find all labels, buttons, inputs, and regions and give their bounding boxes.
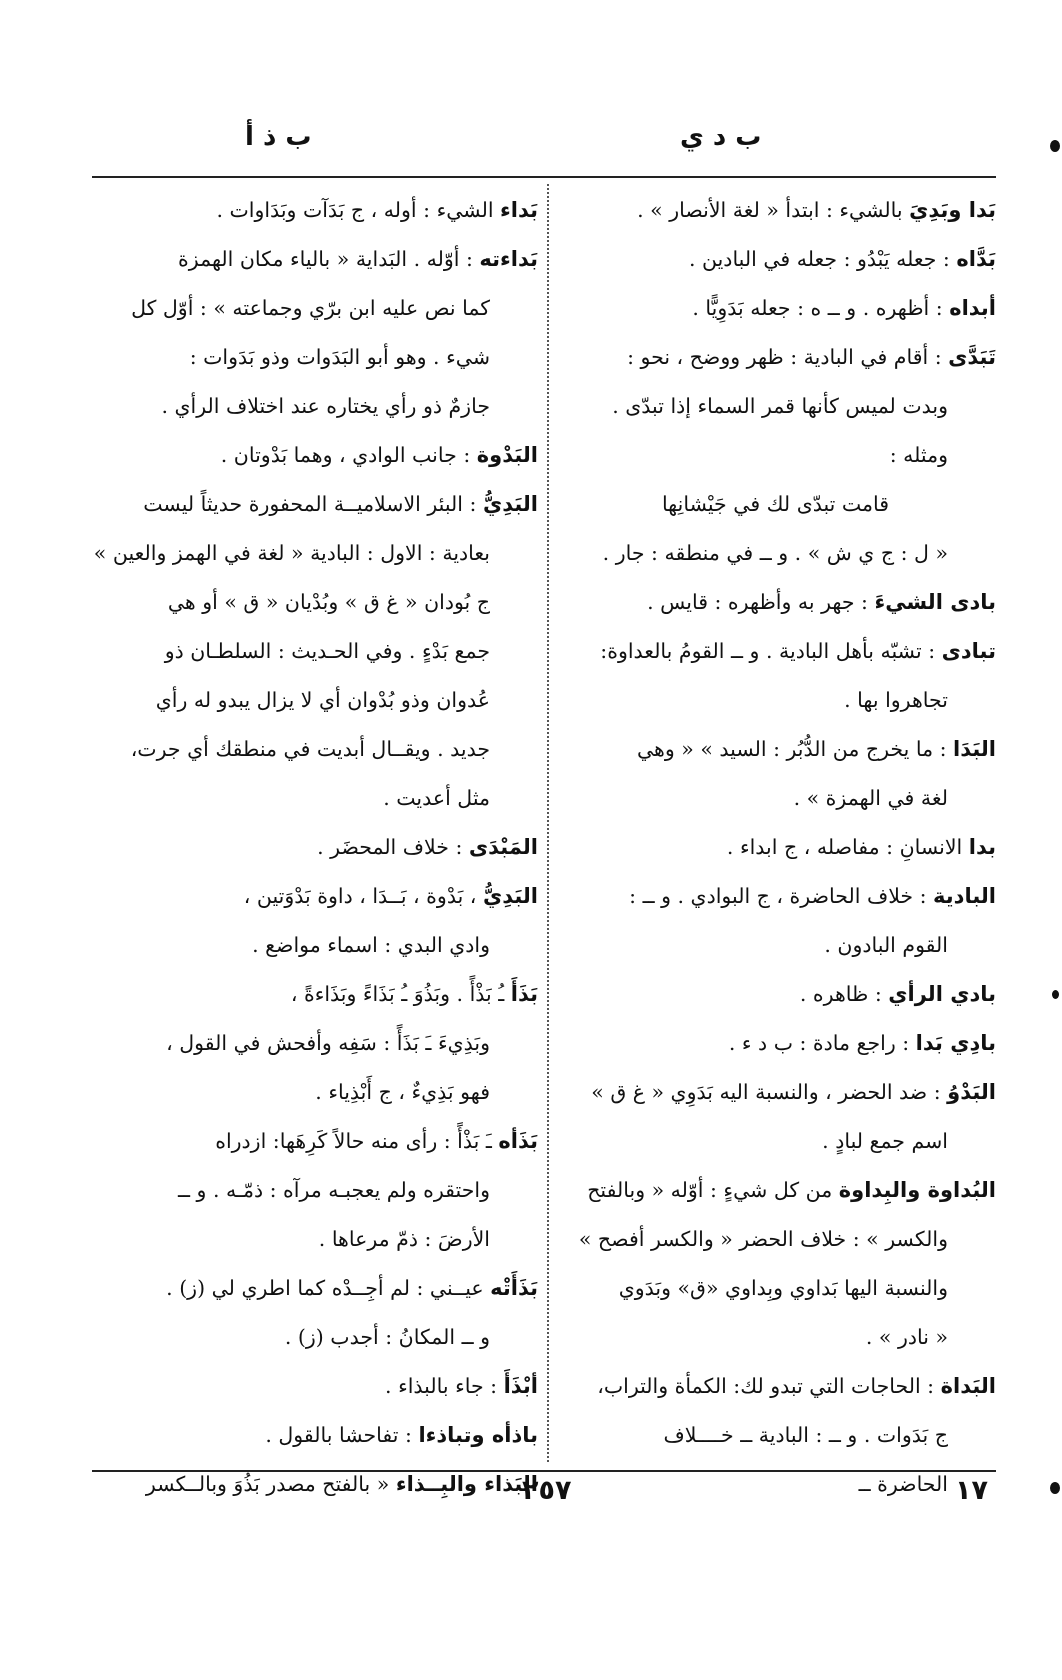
definition-text: من كل شيءٍ : أوّله « وبالفتح: [587, 1178, 839, 1202]
definition-text: جديد . ويقــال أبديت في منطقك أي جرت،: [130, 737, 490, 761]
headword: بَذَأَتْه: [490, 1276, 538, 1300]
entry-continuation: [82, 284, 538, 333]
definition-text: و ــ المكانُ : أجدب (ز) .: [284, 1325, 490, 1349]
definition-text: لغة في الهمزة » .: [793, 786, 948, 810]
entry-continuation: [82, 676, 538, 725]
dictionary-entry: [82, 823, 538, 872]
dictionary-entry: [82, 1460, 538, 1509]
entry-continuation: [82, 921, 538, 970]
entry-continuation: [555, 1313, 996, 1362]
definition-text: : الحاجات التي تبدو لك: الكمأة والتراب،: [597, 1374, 941, 1398]
entry-continuation: [555, 774, 996, 823]
definition-text: : راجع مادة : ب د ء .: [728, 1031, 916, 1055]
definition-text: : جاء بالبذاء .: [385, 1374, 504, 1398]
definition-text: وبدت لميس كأنها قمر السماء إذا تبدّى .: [612, 394, 948, 418]
headword: بدا: [968, 835, 996, 859]
definition-text: شيء . وهو أبو البَدَوات وذو بَدَوات :: [189, 345, 490, 369]
headword: البادية: [933, 884, 996, 908]
definition-text: جازمٌ ذو رأي يختاره عند اختلاف الرأي .: [161, 394, 490, 418]
entry-continuation: [82, 1215, 538, 1264]
dictionary-entry: [555, 1068, 996, 1117]
header-left-root: ب ذ أ: [245, 122, 312, 152]
definition-text: ـَ بَذْأً : رأى منه حالاً كَرِهَها: ازدراه: [215, 1129, 499, 1153]
definition-text: كما نص عليه ابن برّي وجماعته » : أوّل كل: [131, 296, 490, 320]
entry-continuation: [82, 529, 538, 578]
definition-text: « ل : ج ي ش » . و ــ في منطقه : جار .: [602, 541, 948, 565]
dictionary-entry: [555, 578, 996, 627]
dictionary-entry: [82, 235, 538, 284]
definition-text: القوم البادون .: [824, 933, 948, 957]
definition-text: : ظاهره .: [799, 982, 889, 1006]
headword: بَدَّاه: [956, 247, 996, 271]
entry-continuation: [82, 774, 538, 823]
headword: بَدا وبَدِيَ: [909, 198, 996, 222]
definition-text: بالشيء : ابتدأ « لغة الأنصار » .: [637, 198, 910, 222]
headword: بَذَأَ: [510, 982, 538, 1006]
definition-text: : ما يخرج من الدُّبُر : السيد » « وهي: [636, 737, 954, 761]
entry-continuation: [555, 431, 996, 480]
definition-text: : أوّله . البَداية « بالياء مكان الهمزة: [178, 247, 480, 271]
definition-text: والنسبة اليها بَداوي وبِداوي «ق» وبَدَوي: [618, 1276, 948, 1300]
headword: بَذَأه: [498, 1129, 538, 1153]
entry-continuation: [82, 725, 538, 774]
page-number-right: ١٧: [955, 1475, 988, 1506]
dictionary-entry: [82, 480, 538, 529]
headword: تبادى: [941, 639, 996, 663]
right-column: [555, 186, 996, 1509]
entry-continuation: [555, 1264, 996, 1313]
definition-text: : البئر الاسلاميــة المحفورة حديثاً ليست: [143, 492, 483, 516]
definition-text: اسم جمع لبادٍ .: [822, 1129, 948, 1153]
definition-text: ومثله :: [889, 443, 948, 467]
headword: بادى الشيءَ: [874, 590, 996, 614]
dictionary-entry: [82, 1264, 538, 1313]
dictionary-entry: [555, 627, 996, 676]
definition-text: : تفاحشا بالقول .: [265, 1423, 419, 1447]
headword: البَدْوة: [476, 443, 538, 467]
definition-text: الشيء : أوله ، ج بَدَآت وبَدَاوات .: [216, 198, 501, 222]
headword: البُداوة والبِداوة: [838, 1178, 996, 1202]
definition-text: عيــني : لم أجِــدْه كما اطري لي (ز) .: [166, 1276, 491, 1300]
dictionary-entry: [82, 1117, 538, 1166]
bottom-rule: [92, 1470, 996, 1472]
entry-continuation: [555, 921, 996, 970]
definition-text: : تشبّه بأهل البادية . و ــ القومُ بالعداوة:: [600, 639, 942, 663]
column-divider: [547, 184, 549, 1462]
definition-text: : جهر به وأظهره : قايس .: [647, 590, 875, 614]
entry-continuation: [555, 1117, 996, 1166]
definition-text: « نادر » .: [865, 1325, 948, 1349]
dictionary-entry: [555, 823, 996, 872]
left-column: [82, 186, 538, 1509]
dictionary-entry: [555, 235, 996, 284]
headword: تَبَدَّى: [948, 345, 996, 369]
headword: البَدِيُّ: [482, 492, 538, 516]
definition-text: واحتقره ولم يعجبـه مرآه : ذمّـه . و ــ: [178, 1178, 490, 1202]
definition-text: : ضد الحضر ، والنسبة اليه بَدَوِي « غ ق »: [591, 1080, 948, 1104]
dictionary-entry: [555, 872, 996, 921]
entry-continuation: [82, 382, 538, 431]
dictionary-entry: [555, 1166, 996, 1215]
headword: البَداة: [940, 1374, 996, 1398]
headword: أبْذَأَ: [503, 1374, 538, 1398]
headword: البَدَا: [953, 737, 996, 761]
headword: بادِي بَدا: [915, 1031, 996, 1055]
definition-text: الأرضَ : ذمّ مرعاها .: [318, 1227, 490, 1251]
dictionary-entry: [82, 970, 538, 1019]
scan-edge-mark: [1050, 1482, 1060, 1494]
scan-edge-mark: [1050, 140, 1060, 152]
dictionary-entry: [555, 186, 996, 235]
entry-continuation: [555, 529, 996, 578]
headword: المَبْدَى: [468, 835, 538, 859]
headword: البَدْوُ: [947, 1080, 996, 1104]
dictionary-entry: [555, 333, 996, 382]
headword: البَذاء والبِــذاء: [395, 1472, 538, 1496]
dictionary-entry: [82, 872, 538, 921]
definition-text: : أقام في البادية : ظهر ووضح ، نحو :: [627, 345, 949, 369]
definition-text: : جعله يَبْدُو : جعله في البادين .: [688, 247, 957, 271]
dictionary-entry: [82, 1362, 538, 1411]
page-number-left: ٢٥٧: [522, 1475, 572, 1506]
definition-text: وبَذِيءَ ـَ بَذَأً : سَفِه وأفحش في القول ،: [166, 1031, 490, 1055]
headword: بادي الرأي: [888, 982, 996, 1006]
entry-continuation: [555, 1411, 996, 1460]
dictionary-entry: [82, 1411, 538, 1460]
entry-continuation: [82, 1313, 538, 1362]
dictionary-entry: [555, 1019, 996, 1068]
scan-edge-mark: [1052, 990, 1059, 999]
definition-text: جمع بَدْءٍ . وفي الحـديث : السلطـان ذو: [164, 639, 490, 663]
definition-text: قامت تبدّى لك في جَيْشانِها: [661, 492, 890, 516]
definition-text: : خلاف المحضَر .: [317, 835, 469, 859]
headword: البَدِيُّ: [482, 884, 538, 908]
dictionary-entry: [555, 284, 996, 333]
dictionary-entry: [82, 186, 538, 235]
definition-text: ج بَدَوات . و ــ : البادية ــ خــــلاف: [663, 1423, 948, 1447]
definition-text: وادي البدي : اسماء مواضع .: [252, 933, 490, 957]
entry-continuation: [555, 480, 996, 529]
entry-continuation: [82, 627, 538, 676]
entry-continuation: [82, 1166, 538, 1215]
entry-continuation: [82, 1068, 538, 1117]
headword: بَداء: [500, 198, 538, 222]
definition-text: : جانب الوادي ، وهما بَدْوتان .: [220, 443, 477, 467]
entry-continuation: [555, 382, 996, 431]
dictionary-entry: [555, 725, 996, 774]
entry-continuation: [82, 1019, 538, 1068]
definition-text: ، بَدْوة ، بَــدَا ، داوة بَدْوَتين ،: [243, 884, 483, 908]
header-right-root: ب د ي: [680, 122, 762, 152]
entry-continuation: [555, 676, 996, 725]
dictionary-entry: [82, 431, 538, 480]
entry-continuation: [555, 1460, 996, 1509]
definition-text: ـُ بَذْأً . وبَذُوَ ـُ بَذَاءً وبَذَاءةً ،: [290, 982, 511, 1006]
definition-text: ج بُودان « غ ق » وبُدْيان « ق » أو هي: [167, 590, 490, 614]
definition-text: الانسانِ : مفاصله ، ج ابداء .: [726, 835, 969, 859]
entry-continuation: [555, 1215, 996, 1264]
definition-text: : خلاف الحاضرة ، ج البوادي . و ــ :: [629, 884, 934, 908]
headword: بَداءته: [479, 247, 538, 271]
definition-text: مثل أعديت .: [383, 786, 490, 810]
definition-text: « بالفتح مصدر بَذُوَ وبالــكسر: [145, 1472, 396, 1496]
definition-text: : أظهره . و ــ ه : جعله بَدَوِيًّا .: [692, 296, 950, 320]
entry-continuation: [82, 578, 538, 627]
definition-text: والكسر » : خلاف الحضر « والكسر أفصح »: [578, 1227, 948, 1251]
definition-text: تجاهروا بها .: [844, 688, 948, 712]
dictionary-entry: [555, 970, 996, 1019]
definition-text: بعادية : الاول : البادية « لغة في الهمز والعين »: [93, 541, 490, 565]
definition-text: فهو بَذِيءٌ ، ج أَبْذِياء .: [315, 1080, 490, 1104]
top-rule: [92, 176, 996, 178]
dictionary-entry: [555, 1362, 996, 1411]
headword: أبداه: [949, 296, 996, 320]
definition-text: عُدوان وذو بُدْوان أي لا يزال يبدو له رأي: [155, 688, 490, 712]
entry-continuation: [82, 333, 538, 382]
definition-text: الحاضرة ــ: [858, 1472, 948, 1496]
headword: باذأه وتباذءا: [418, 1423, 538, 1447]
